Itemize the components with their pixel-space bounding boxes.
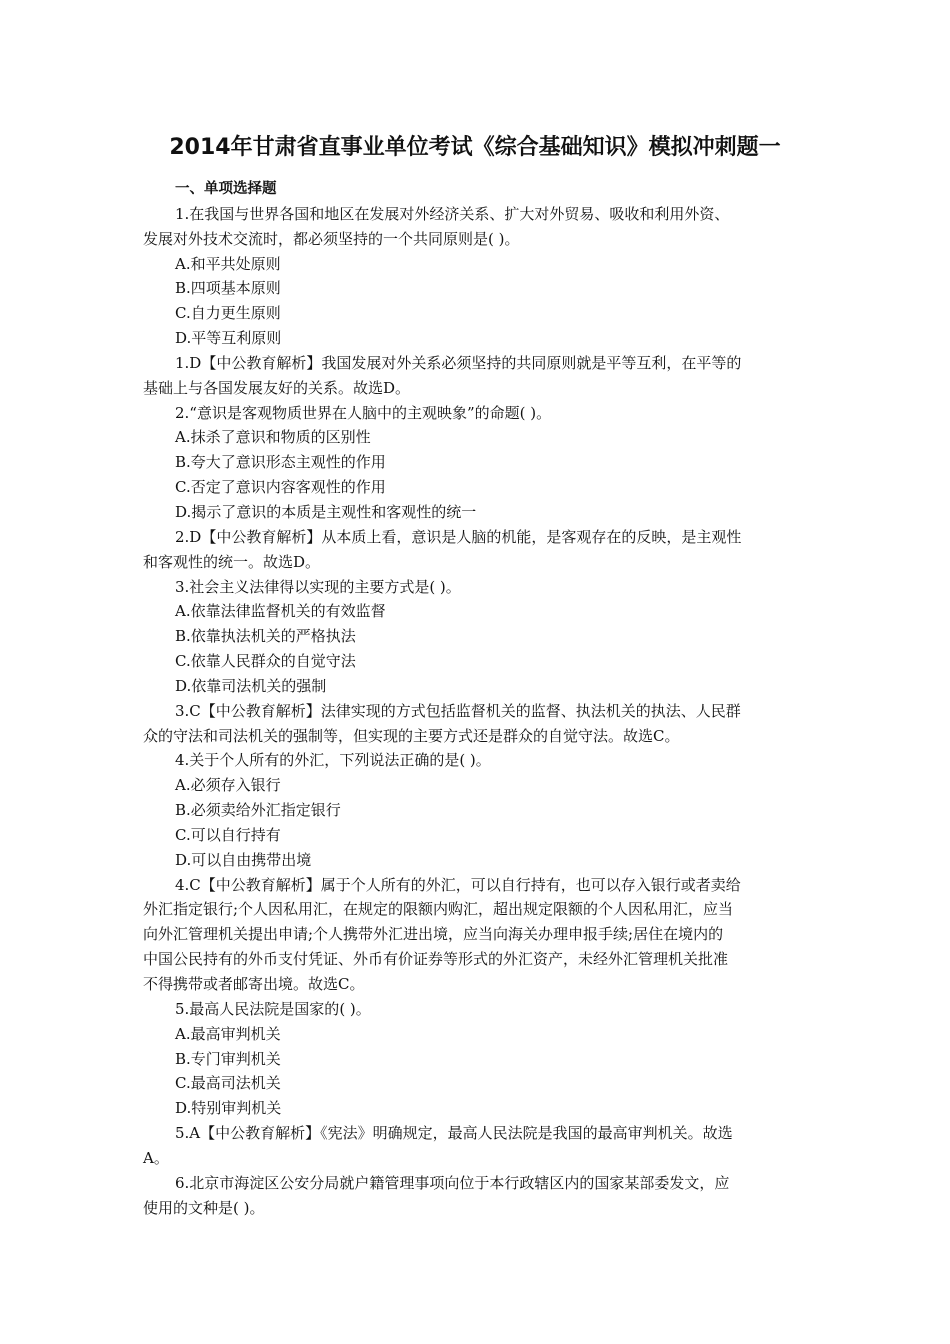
text-line: D.可以自由携带出境 [175, 850, 312, 869]
text-line: C.自力更生原则 [175, 304, 281, 323]
text-line: 中国公民持有的外币支付凭证、外币有价证券等形式的外汇资产，未经外汇管理机关批准 [143, 950, 729, 969]
text-line: 基础上与各国发展友好的关系。故选D。 [143, 378, 411, 397]
document-title: 2014年甘肃省直事业单位考试《综合基础知识》模拟冲刺题一 [169, 135, 781, 160]
text-line: 2.D【中公教育解析】从本质上看，意识是人脑的机能，是客观存在的反映，是主观性 [175, 527, 742, 546]
text-line: A。 [143, 1148, 169, 1167]
text-line: 6.北京市海淀区公安分局就户籍管理事项向位于本行政辖区内的国家某部委发文，应 [175, 1173, 730, 1192]
text-line: 3.C【中公教育解析】法律实现的方式包括监督机关的监督、执法机关的执法、人民群 [175, 701, 741, 720]
text-line: 和客观性的统一。故选D。 [143, 552, 321, 571]
text-line: B.四项基本原则 [175, 279, 281, 298]
text-line: 众的守法和司法机关的强制等，但实现的主要方式还是群众的自觉守法。故选C。 [143, 726, 680, 745]
text-line: B.专门审判机关 [175, 1049, 281, 1068]
text-line: B.必须卖给外汇指定银行 [175, 801, 341, 820]
text-line: A.必须存入银行 [175, 776, 281, 795]
text-line: 5.A【中公教育解析】《宪法》明确规定，最高人民法院是我国的最高审判机关。故选 [175, 1124, 733, 1143]
text-line: D.平等互利原则 [175, 329, 282, 348]
text-line: 4.C【中公教育解析】属于个人所有的外汇，可以自行持有，也可以存入银行或者卖给 [175, 875, 741, 894]
text-line: 4.关于个人所有的外汇，下列说法正确的是( )。 [175, 751, 491, 770]
text-line: A.和平共处原则 [175, 254, 281, 273]
text-line: 使用的文种是( )。 [143, 1198, 265, 1217]
text-line: 不得携带或者邮寄出境。故选C。 [143, 975, 365, 993]
text-line: 3.社会主义法律得以实现的主要方式是( )。 [175, 577, 461, 596]
text-line: D.揭示了意识的本质是主观性和客观性的统一 [175, 502, 477, 521]
text-line: D.特别审判机关 [175, 1099, 282, 1118]
text-line: 1.在我国与世界各国和地区在发展对外经济关系、扩大对外贸易、吸收和利用外资、 [175, 204, 730, 223]
text-line: C.最高司法机关 [175, 1074, 281, 1093]
text-line: 5.最高人民法院是国家的( )。 [175, 999, 371, 1018]
text-line: 向外汇管理机关提出申请;个人携带外汇进出境，应当向海关办理申报手续;居住在境内的 [143, 925, 724, 944]
text-line: C.可以自行持有 [175, 825, 281, 844]
text-line: 发展对外技术交流时，都必须坚持的一个共同原则是( )。 [143, 229, 520, 248]
document-body [143, 177, 809, 1220]
text-line: A.最高审判机关 [175, 1024, 281, 1043]
text-line: A.抹杀了意识和物质的区别性 [175, 428, 371, 447]
text-line: B.夸大了意识形态主观性的作用 [175, 453, 386, 472]
text-line: A.依靠法律监督机关的有效监督 [175, 602, 386, 621]
text-line: B.依靠执法机关的严格执法 [175, 627, 356, 646]
text-line: 外汇指定银行;个人因私用汇，在规定的限额内购汇，超出规定限额的个人因私用汇，应当 [143, 900, 734, 919]
text-line: C.依靠人民群众的自觉守法 [175, 652, 356, 671]
text-line: C.否定了意识内容客观性的作用 [175, 478, 386, 497]
text-line: 2.“意识是客观物质世界在人脑中的主观映象”的命题( )。 [175, 403, 552, 422]
text-line: D.依靠司法机关的强制 [175, 676, 327, 695]
text-line: 1.D【中公教育解析】我国发展对外关系必须坚持的共同原则就是平等互利，在平等的 [175, 353, 742, 372]
section-heading: 一、单项选择题 [175, 181, 277, 197]
